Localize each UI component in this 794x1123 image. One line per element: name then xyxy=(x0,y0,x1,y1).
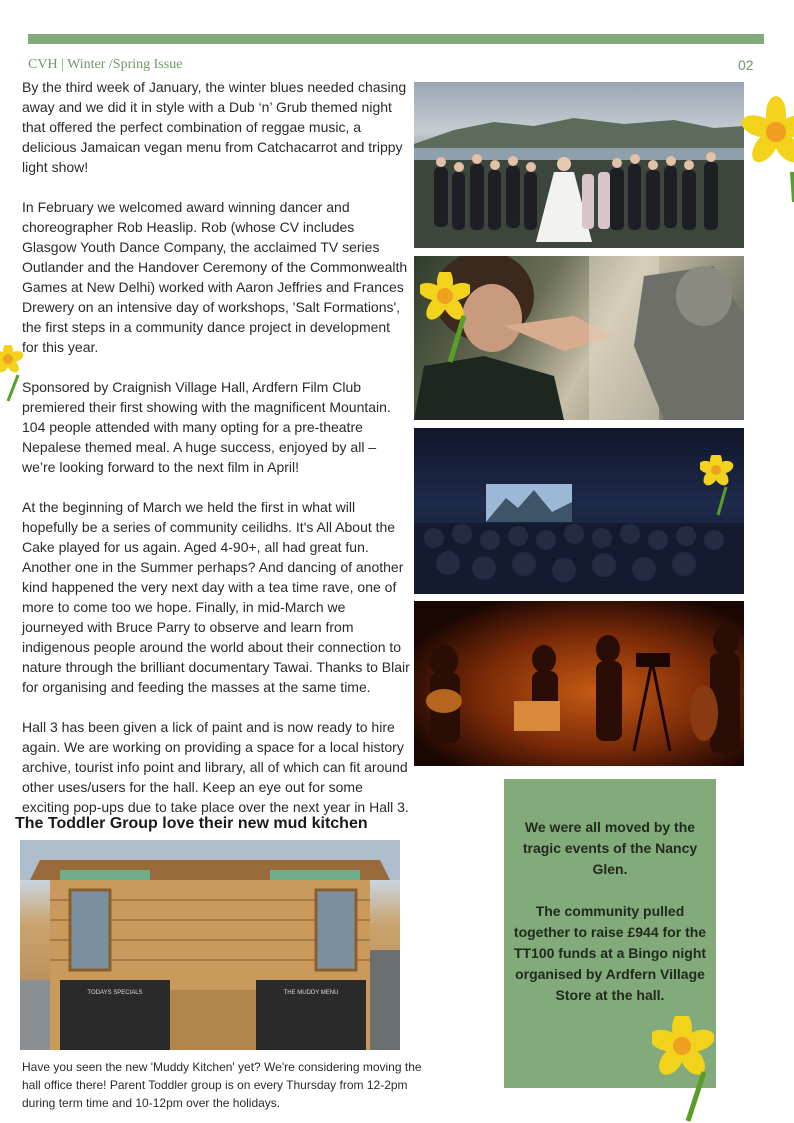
notice-line-2: The community pulled together to raise £944 for the TT100 funds at a Bingo night organised by Ardfern Village Store at the hall. xyxy=(513,903,707,1003)
paragraph-film-club: Sponsored by Craignish Village Hall, Ardfern Film Club premiered their first showing with the magnificent Mountain. 104 people attended with many opting for a pre-theatre Nepalese themed meal. A huge success, enjoyed by all – we’re looking forward to the next film in April! xyxy=(22,379,391,475)
toddler-heading: The Toddler Group love their new mud kitchen xyxy=(15,815,368,832)
daffodil-icon xyxy=(420,272,470,372)
article-body xyxy=(22,77,410,837)
issue-title: CVH | Winter /Spring Issue xyxy=(28,57,183,72)
daffodil-icon xyxy=(0,345,24,405)
wedding-group-photo xyxy=(414,82,744,248)
notice-line-1: We were all moved by the tragic events of the Nancy Glen. xyxy=(522,819,698,877)
paragraph-dub-n-grub: By the third week of January, the winter blues needed chasing away and we did it in style with a Dub ‘n’ Grub themed night that offered the perfect combination of reggae music, a delicious Jamaican vegan menu from Catchacarrot and trippy light show! xyxy=(22,79,407,175)
cinema-audience-photo xyxy=(414,428,744,594)
daffodil-icon xyxy=(652,1016,714,1123)
kitchen-sign-left: TODAYS SPECIALS xyxy=(87,990,143,996)
kitchen-sign-right: THE MUDDY MENU xyxy=(283,990,339,996)
ceilidh-band-photo xyxy=(414,601,744,766)
header-bar xyxy=(28,34,764,44)
daffodil-icon xyxy=(740,92,794,202)
mud-kitchen-photo xyxy=(20,840,400,1050)
paragraph-hall-3: Hall 3 has been given a lick of paint and is now ready to hire again. We are working on providing a space for a local history archive, tourist info point and library, all of which can fit around other uses/users for the hall. Keep an eye out for some exciting pop-ups due to take place over the next year in Hall 3. xyxy=(22,719,409,815)
page-number: 02 xyxy=(738,57,754,73)
paragraph-dance: In February we welcomed award winning dancer and choreographer Rob Heaslip. Rob (whose CV includes Glasgow Youth Dance Company, the acclaimed TV series Outlander and the Handover Ceremony of the Commonwealth Games at New Delhi) worked with Aaron Jeffries and Frances Drewery on an intensive day of workshops, 'Salt Formations', the first steps in a community dance project in development for this year. xyxy=(22,199,408,355)
daffodil-icon xyxy=(700,455,734,517)
paragraph-ceilidh: At the beginning of March we held the first in what will hopefully be a series of community ceilidhs. It's All About the Cake played for us again. Aged 4-90+, all had great fun. Another one in the Summer perhaps? And dancing of another kind happened the very next day with a tea time rave, one of more to come too we hope. Finally, in mid-March we journeyed with Bruce Parry to observe and learn from indigenous people around the world about their connection to nature through the brilliant documentary Tawai. Thanks to Blair for organising and feeding the masses at the same time. xyxy=(22,499,410,695)
mud-kitchen-caption: Have you seen the new 'Muddy Kitchen' yet? We're considering moving the hall office there! Parent Toddler group is on every Thursday from 12-2pm during term time and 10-12pm over the holidays. xyxy=(22,1060,422,1110)
